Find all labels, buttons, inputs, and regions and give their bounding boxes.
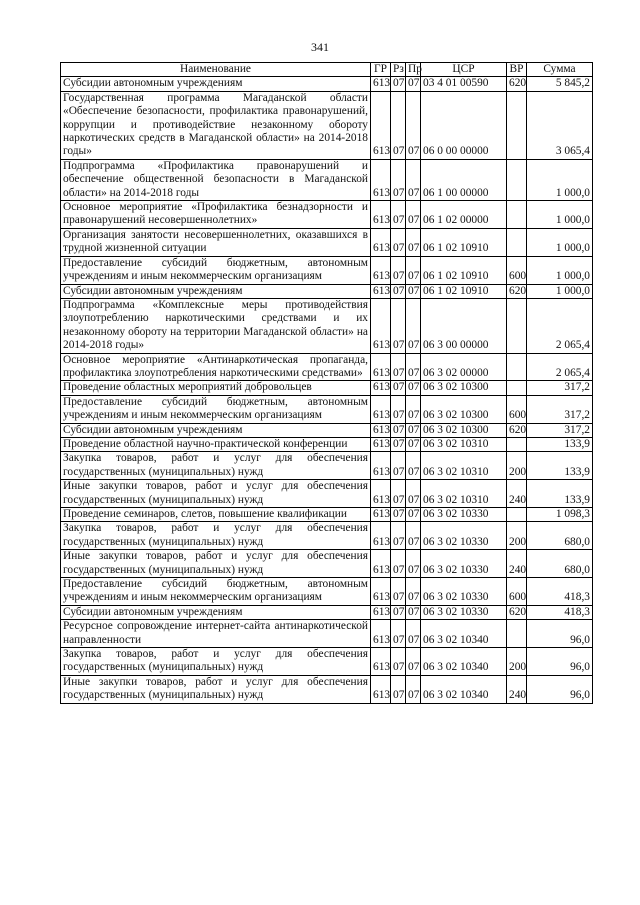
table-row bbox=[61, 648, 593, 676]
row-vr: 620 bbox=[507, 605, 527, 619]
row-name: Подпрограмма «Комплексные меры противодействия злоупотреблению наркотическими средствами и их незаконному обороту на территории Магаданской области» на 2014-2018 годы» bbox=[61, 298, 371, 353]
row-vr: 600 bbox=[507, 256, 527, 284]
table-row bbox=[61, 91, 593, 159]
row-rz: 07 bbox=[391, 550, 406, 578]
table-row bbox=[61, 353, 593, 381]
budget-table bbox=[60, 62, 593, 704]
row-pr: 07 bbox=[406, 522, 421, 550]
row-sum: 96,0 bbox=[527, 648, 593, 676]
table-row bbox=[61, 437, 593, 451]
row-rz: 07 bbox=[391, 675, 406, 703]
row-pr: 07 bbox=[406, 353, 421, 381]
row-sum: 418,3 bbox=[527, 605, 593, 619]
row-rz: 07 bbox=[391, 578, 406, 606]
table-header bbox=[61, 63, 593, 77]
row-pr: 07 bbox=[406, 77, 421, 91]
row-vr bbox=[507, 508, 527, 522]
row-csr: 06 3 02 10310 bbox=[421, 480, 507, 508]
row-csr: 06 1 02 10910 bbox=[421, 256, 507, 284]
table-row bbox=[61, 620, 593, 648]
table-row bbox=[61, 675, 593, 703]
row-name: Иные закупки товаров, работ и услуг для обеспечения государственных (муниципальных) нужд bbox=[61, 550, 371, 578]
row-sum: 680,0 bbox=[527, 522, 593, 550]
row-pr: 07 bbox=[406, 620, 421, 648]
header-gr: ГР bbox=[371, 63, 391, 77]
row-name: Предоставление субсидий бюджетным, автономным учреждениям и иным некоммерческим организациям bbox=[61, 395, 371, 423]
row-pr: 07 bbox=[406, 159, 421, 200]
table-row bbox=[61, 159, 593, 200]
row-name: Субсидии автономным учреждениям bbox=[61, 423, 371, 437]
row-rz: 07 bbox=[391, 159, 406, 200]
row-gr: 613 bbox=[371, 256, 391, 284]
row-rz: 07 bbox=[391, 381, 406, 395]
row-sum: 1 098,3 bbox=[527, 508, 593, 522]
row-vr bbox=[507, 353, 527, 381]
row-name: Подпрограмма «Профилактика правонарушений и обеспечение общественной безопасности в Магаданской области» на 2014-2018 годы bbox=[61, 159, 371, 200]
table-row bbox=[61, 228, 593, 256]
row-name: Закупка товаров, работ и услуг для обеспечения государственных (муниципальных) нужд bbox=[61, 522, 371, 550]
table-row bbox=[61, 508, 593, 522]
row-name: Ресурсное сопровождение интернет-сайта антинаркотической направленности bbox=[61, 620, 371, 648]
row-sum: 96,0 bbox=[527, 620, 593, 648]
row-sum: 317,2 bbox=[527, 395, 593, 423]
row-name: Иные закупки товаров, работ и услуг для обеспечения государственных (муниципальных) нужд bbox=[61, 480, 371, 508]
header-name: Наименование bbox=[61, 63, 371, 77]
row-csr: 06 3 02 00000 bbox=[421, 353, 507, 381]
row-csr: 06 3 02 10310 bbox=[421, 437, 507, 451]
row-gr: 613 bbox=[371, 159, 391, 200]
row-rz: 07 bbox=[391, 620, 406, 648]
row-csr: 06 1 02 10910 bbox=[421, 228, 507, 256]
row-gr: 613 bbox=[371, 91, 391, 159]
row-csr: 06 3 02 10340 bbox=[421, 620, 507, 648]
row-pr: 07 bbox=[406, 578, 421, 606]
row-pr: 07 bbox=[406, 508, 421, 522]
row-name: Основное мероприятие «Антинаркотическая пропаганда, профилактика злоупотребления наркотическими средствами» bbox=[61, 353, 371, 381]
row-vr bbox=[507, 201, 527, 229]
row-gr: 613 bbox=[371, 201, 391, 229]
row-csr: 06 1 00 00000 bbox=[421, 159, 507, 200]
table-row bbox=[61, 395, 593, 423]
row-sum: 680,0 bbox=[527, 550, 593, 578]
row-pr: 07 bbox=[406, 550, 421, 578]
row-name: Государственная программа Магаданской области «Обеспечение безопасности, профилактика правонарушений, коррупции и противодействие незаконному обороту наркотических средств в Магаданской области» на 2014-2018 годы» bbox=[61, 91, 371, 159]
row-csr: 06 3 02 10300 bbox=[421, 423, 507, 437]
row-rz: 07 bbox=[391, 423, 406, 437]
row-gr: 613 bbox=[371, 452, 391, 480]
row-vr: 200 bbox=[507, 648, 527, 676]
row-rz: 07 bbox=[391, 201, 406, 229]
row-rz: 07 bbox=[391, 522, 406, 550]
row-pr: 07 bbox=[406, 675, 421, 703]
row-sum: 5 845,2 bbox=[527, 77, 593, 91]
row-gr: 613 bbox=[371, 423, 391, 437]
row-vr bbox=[507, 298, 527, 353]
row-sum: 1 000,0 bbox=[527, 228, 593, 256]
row-pr: 07 bbox=[406, 452, 421, 480]
row-name: Проведение семинаров, слетов, повышение квалификации bbox=[61, 508, 371, 522]
row-csr: 06 3 02 10340 bbox=[421, 675, 507, 703]
row-gr: 613 bbox=[371, 578, 391, 606]
row-csr: 06 3 02 10300 bbox=[421, 395, 507, 423]
table-row bbox=[61, 605, 593, 619]
row-rz: 07 bbox=[391, 284, 406, 298]
row-rz: 07 bbox=[391, 648, 406, 676]
row-gr: 613 bbox=[371, 228, 391, 256]
row-pr: 07 bbox=[406, 284, 421, 298]
row-vr: 240 bbox=[507, 675, 527, 703]
row-gr: 613 bbox=[371, 550, 391, 578]
row-vr bbox=[507, 91, 527, 159]
row-gr: 613 bbox=[371, 437, 391, 451]
row-sum: 133,9 bbox=[527, 480, 593, 508]
row-sum: 133,9 bbox=[527, 437, 593, 451]
row-vr bbox=[507, 159, 527, 200]
row-name: Проведение областных мероприятий добровольцев bbox=[61, 381, 371, 395]
table-row bbox=[61, 423, 593, 437]
row-sum: 1 000,0 bbox=[527, 284, 593, 298]
table-row bbox=[61, 201, 593, 229]
row-rz: 07 bbox=[391, 91, 406, 159]
row-rz: 07 bbox=[391, 508, 406, 522]
table-row bbox=[61, 550, 593, 578]
row-vr: 600 bbox=[507, 578, 527, 606]
table-row bbox=[61, 522, 593, 550]
header-vr: ВР bbox=[507, 63, 527, 77]
header-csr: ЦСР bbox=[421, 63, 507, 77]
table-row bbox=[61, 77, 593, 91]
row-pr: 07 bbox=[406, 648, 421, 676]
row-sum: 418,3 bbox=[527, 578, 593, 606]
row-vr bbox=[507, 381, 527, 395]
header-pr: Пр bbox=[406, 63, 421, 77]
row-sum: 1 000,0 bbox=[527, 201, 593, 229]
row-sum: 317,2 bbox=[527, 381, 593, 395]
header-sum: Сумма bbox=[527, 63, 593, 77]
row-name: Основное мероприятие «Профилактика безнадзорности и правонарушений несовершеннолетних» bbox=[61, 201, 371, 229]
row-pr: 07 bbox=[406, 437, 421, 451]
row-sum: 3 065,4 bbox=[527, 91, 593, 159]
row-gr: 613 bbox=[371, 480, 391, 508]
row-csr: 06 0 00 00000 bbox=[421, 91, 507, 159]
row-csr: 06 3 00 00000 bbox=[421, 298, 507, 353]
row-sum: 1 000,0 bbox=[527, 159, 593, 200]
row-gr: 613 bbox=[371, 353, 391, 381]
row-pr: 07 bbox=[406, 201, 421, 229]
row-vr: 620 bbox=[507, 284, 527, 298]
row-name: Организация занятости несовершеннолетних, оказавшихся в трудной жизненной ситуации bbox=[61, 228, 371, 256]
row-csr: 06 1 02 10910 bbox=[421, 284, 507, 298]
row-csr: 06 3 02 10330 bbox=[421, 578, 507, 606]
row-sum: 2 065,4 bbox=[527, 298, 593, 353]
row-pr: 07 bbox=[406, 381, 421, 395]
row-vr: 200 bbox=[507, 522, 527, 550]
row-name: Проведение областной научно-практической конференции bbox=[61, 437, 371, 451]
row-rz: 07 bbox=[391, 228, 406, 256]
row-rz: 07 bbox=[391, 77, 406, 91]
row-pr: 07 bbox=[406, 423, 421, 437]
row-vr: 200 bbox=[507, 452, 527, 480]
row-sum: 133,9 bbox=[527, 452, 593, 480]
header-rz: Рз bbox=[391, 63, 406, 77]
table-row bbox=[61, 452, 593, 480]
row-name: Субсидии автономным учреждениям bbox=[61, 605, 371, 619]
row-gr: 613 bbox=[371, 298, 391, 353]
row-sum: 96,0 bbox=[527, 675, 593, 703]
row-pr: 07 bbox=[406, 395, 421, 423]
row-rz: 07 bbox=[391, 256, 406, 284]
row-csr: 06 3 02 10330 bbox=[421, 550, 507, 578]
row-pr: 07 bbox=[406, 91, 421, 159]
row-pr: 07 bbox=[406, 605, 421, 619]
row-gr: 613 bbox=[371, 605, 391, 619]
row-vr bbox=[507, 620, 527, 648]
row-name: Предоставление субсидий бюджетным, автономным учреждениям и иным некоммерческим организациям bbox=[61, 256, 371, 284]
row-rz: 07 bbox=[391, 437, 406, 451]
row-pr: 07 bbox=[406, 256, 421, 284]
row-csr: 06 3 02 10330 bbox=[421, 508, 507, 522]
page-number: 341 bbox=[311, 40, 329, 54]
table-row bbox=[61, 298, 593, 353]
row-gr: 613 bbox=[371, 284, 391, 298]
row-gr: 613 bbox=[371, 620, 391, 648]
table-body bbox=[61, 77, 593, 703]
row-gr: 613 bbox=[371, 522, 391, 550]
row-name: Субсидии автономным учреждениям bbox=[61, 77, 371, 91]
row-csr: 06 3 02 10300 bbox=[421, 381, 507, 395]
row-rz: 07 bbox=[391, 298, 406, 353]
row-gr: 613 bbox=[371, 395, 391, 423]
row-csr: 06 3 02 10310 bbox=[421, 452, 507, 480]
row-pr: 07 bbox=[406, 228, 421, 256]
row-rz: 07 bbox=[391, 452, 406, 480]
row-vr: 620 bbox=[507, 423, 527, 437]
row-name: Иные закупки товаров, работ и услуг для обеспечения государственных (муниципальных) нужд bbox=[61, 675, 371, 703]
row-pr: 07 bbox=[406, 480, 421, 508]
row-csr: 03 4 01 00590 bbox=[421, 77, 507, 91]
row-rz: 07 bbox=[391, 605, 406, 619]
row-gr: 613 bbox=[371, 381, 391, 395]
row-csr: 06 3 02 10330 bbox=[421, 605, 507, 619]
row-vr: 240 bbox=[507, 480, 527, 508]
table-row bbox=[61, 381, 593, 395]
row-pr: 07 bbox=[406, 298, 421, 353]
row-gr: 613 bbox=[371, 77, 391, 91]
row-vr: 600 bbox=[507, 395, 527, 423]
row-vr bbox=[507, 437, 527, 451]
table-row bbox=[61, 284, 593, 298]
row-sum: 1 000,0 bbox=[527, 256, 593, 284]
row-name: Субсидии автономным учреждениям bbox=[61, 284, 371, 298]
row-csr: 06 1 02 00000 bbox=[421, 201, 507, 229]
row-name: Закупка товаров, работ и услуг для обеспечения государственных (муниципальных) нужд bbox=[61, 648, 371, 676]
table-row bbox=[61, 256, 593, 284]
row-rz: 07 bbox=[391, 395, 406, 423]
table-row bbox=[61, 480, 593, 508]
row-gr: 613 bbox=[371, 648, 391, 676]
row-rz: 07 bbox=[391, 353, 406, 381]
row-name: Предоставление субсидий бюджетным, автономным учреждениям и иным некоммерческим организациям bbox=[61, 578, 371, 606]
table-row bbox=[61, 578, 593, 606]
row-gr: 613 bbox=[371, 508, 391, 522]
row-vr: 240 bbox=[507, 550, 527, 578]
row-rz: 07 bbox=[391, 480, 406, 508]
row-name: Закупка товаров, работ и услуг для обеспечения государственных (муниципальных) нужд bbox=[61, 452, 371, 480]
row-sum: 317,2 bbox=[527, 423, 593, 437]
row-sum: 2 065,4 bbox=[527, 353, 593, 381]
row-vr: 620 bbox=[507, 77, 527, 91]
row-csr: 06 3 02 10330 bbox=[421, 522, 507, 550]
row-csr: 06 3 02 10340 bbox=[421, 648, 507, 676]
row-gr: 613 bbox=[371, 675, 391, 703]
row-vr bbox=[507, 228, 527, 256]
